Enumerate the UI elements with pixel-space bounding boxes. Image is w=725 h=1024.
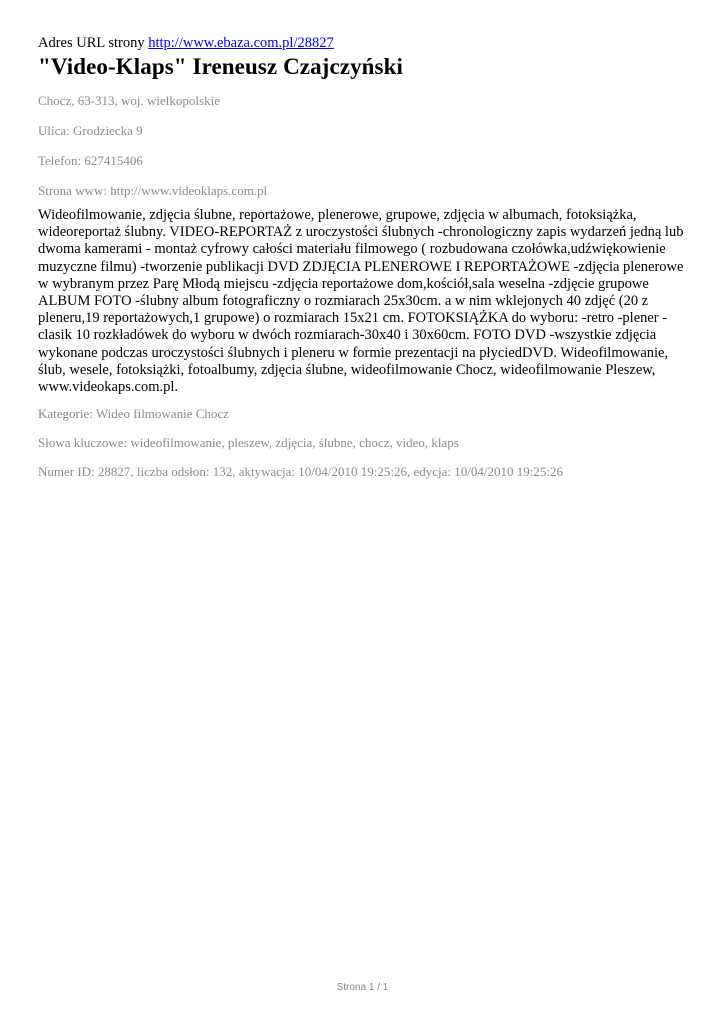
business-description: Wideofilmowanie, zdjęcia ślubne, reportażowe, plenerowe, grupowe, zdjęcia w albumach, fotoksiążka, wideoreportaż ślubny. VIDEO-REPORTAŻ z uroczystości ślubnych -chronologiczny zapis wydarzeń jedną lub dwoma kamerami - montaż cyfrowy całości materiału filmowego ( rozbudowana czołówka,udźwiękowienie muzyczne filmu) -tworzenie publikacji DVD ZDJĘCIA PLENEROWE I REPORTAŻOWE -zdjęcia plenerowe w wybranym przez Parę Młodą miejscu -zdjęcia reportażowe dom,kościół,sala weselna -zdjęcie grupowe ALBUM FOTO -ślubny album fotograficzny o rozmiarach 25x30cm. a w nim wklejonych 40 zdjęć (20 z pleneru,19 reportażowych,1 grupowe) o rozmiarach 15x21 cm. FOTOKSIĄŻKA do wyboru: -retro -plener -clasik 10 rozkładówek do wyboru w dwóch rozmiarach-30x40 i 30x60cm. FOTO DVD -wszystkie zdjęcia wykonane podczas uroczystości ślubnych i pleneru w formie prezentacji na płyciedDVD. Wideofilmowanie, ślub, wesele, fotoksiążki, fotoalbumy, zdjęcia ślubne, wideofilmowanie Chocz, wideofilmowanie Pleszew, www.videokaps.com.pl. <box>38 207 684 396</box>
source-url-line <box>38 34 688 52</box>
business-phone: Telefon: 627415406 <box>38 153 143 168</box>
business-keywords: Słowa kluczowe: wideofilmowanie, pleszew, zdjęcia, ślubne, chocz, video, klaps <box>38 435 459 451</box>
business-street: Ulica: Grodziecka 9 <box>38 123 143 138</box>
source-url-prefix: Adres URL strony <box>38 35 149 51</box>
business-city: Chocz, 63-313, woj. wielkopolskie <box>38 93 220 108</box>
business-category: Kategorie: Wideo filmowanie Chocz <box>38 406 229 422</box>
document-page <box>38 34 688 480</box>
source-url-link[interactable]: http://www.ebaza.com.pl/28827 <box>148 35 334 51</box>
business-title: "Video-Klaps" Ireneusz Czajczyński <box>38 54 403 79</box>
business-website: Strona www: http://www.videoklaps.com.pl <box>38 183 268 198</box>
business-id-info: Numer ID: 28827, liczba odsłon: 132, aktywacja: 10/04/2010 19:25:26, edycja: 10/04/2010 19:25:26 <box>38 464 563 480</box>
page-number-footer: Strona 1 / 1 <box>336 982 389 993</box>
